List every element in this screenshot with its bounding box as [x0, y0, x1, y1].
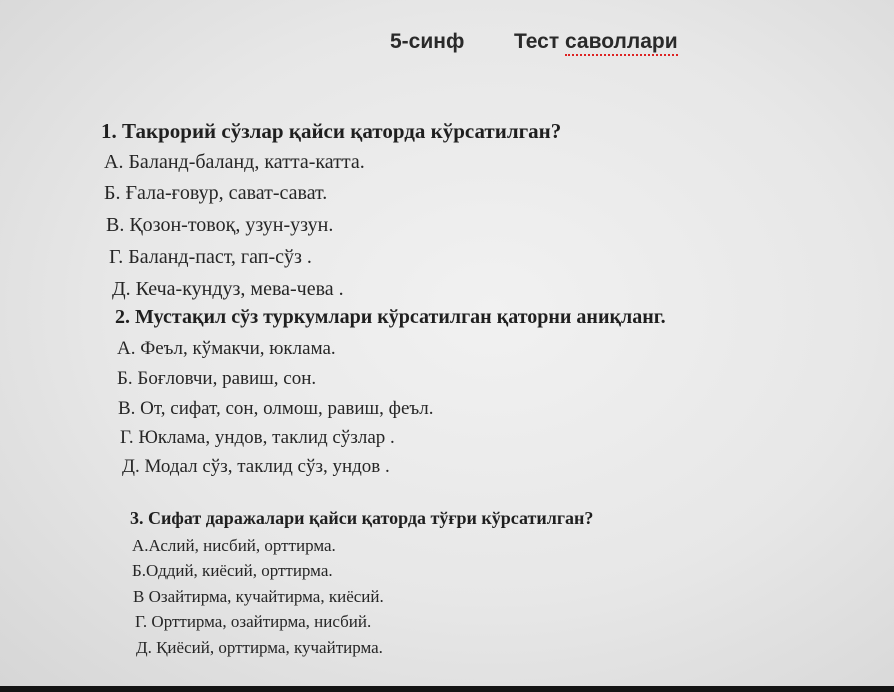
question-1: 1. Такрорий сўзлар қайси қаторда кўрсатилган? — [101, 119, 562, 143]
test-title-word: Тест — [514, 30, 560, 53]
q3-option-e: Д. Қиёсий, орттирма, кучайтирма. — [136, 638, 383, 657]
grade-label: 5-синф — [390, 30, 465, 53]
q1-option-d: Г. Баланд-паст, гап-сўз . — [109, 246, 312, 268]
question-3: 3. Сифат даражалари қайси қаторда тўғри кўрсатилган? — [130, 508, 594, 528]
q1-option-b: Б. Ғала-ғовур, сават-сават. — [104, 182, 328, 204]
q3-option-b: Б.Оддий, киёсий, орттирма. — [132, 561, 333, 580]
test-title — [514, 30, 678, 54]
q2-option-d: Г. Юклама, ундов, таклид сўзлар . — [120, 427, 395, 448]
q2-option-a: А. Феъл, кўмакчи, юклама. — [117, 338, 336, 359]
q2-option-c: В. От, сифат, сон, олмош, равиш, феъл. — [118, 398, 434, 419]
q1-option-c: В. Қозон-товоқ, узун-узун. — [106, 214, 334, 236]
q1-option-a: А. Баланд-баланд, катта-катта. — [104, 151, 365, 173]
q3-option-d: Г. Орттирма, озайтирма, нисбий. — [135, 612, 372, 631]
question-2: 2. Мустақил сўз туркумлари кўрсатилган қаторни аниқланг. — [115, 306, 666, 328]
q1-option-e: Д. Кеча-кундуз, мева-чева . — [112, 278, 344, 300]
q2-option-e: Д. Модал сўз, таклид сўз, ундов . — [122, 456, 390, 477]
monitor-bezel — [0, 686, 894, 692]
test-title-word-spellcheck: саволлари — [565, 30, 678, 56]
q3-option-c: В Озайтирма, кучайтирма, киёсий. — [133, 587, 384, 606]
q2-option-b: Б. Боғловчи, равиш, сон. — [117, 368, 317, 389]
q3-option-a: А.Аслий, нисбий, орттирма. — [132, 536, 336, 555]
